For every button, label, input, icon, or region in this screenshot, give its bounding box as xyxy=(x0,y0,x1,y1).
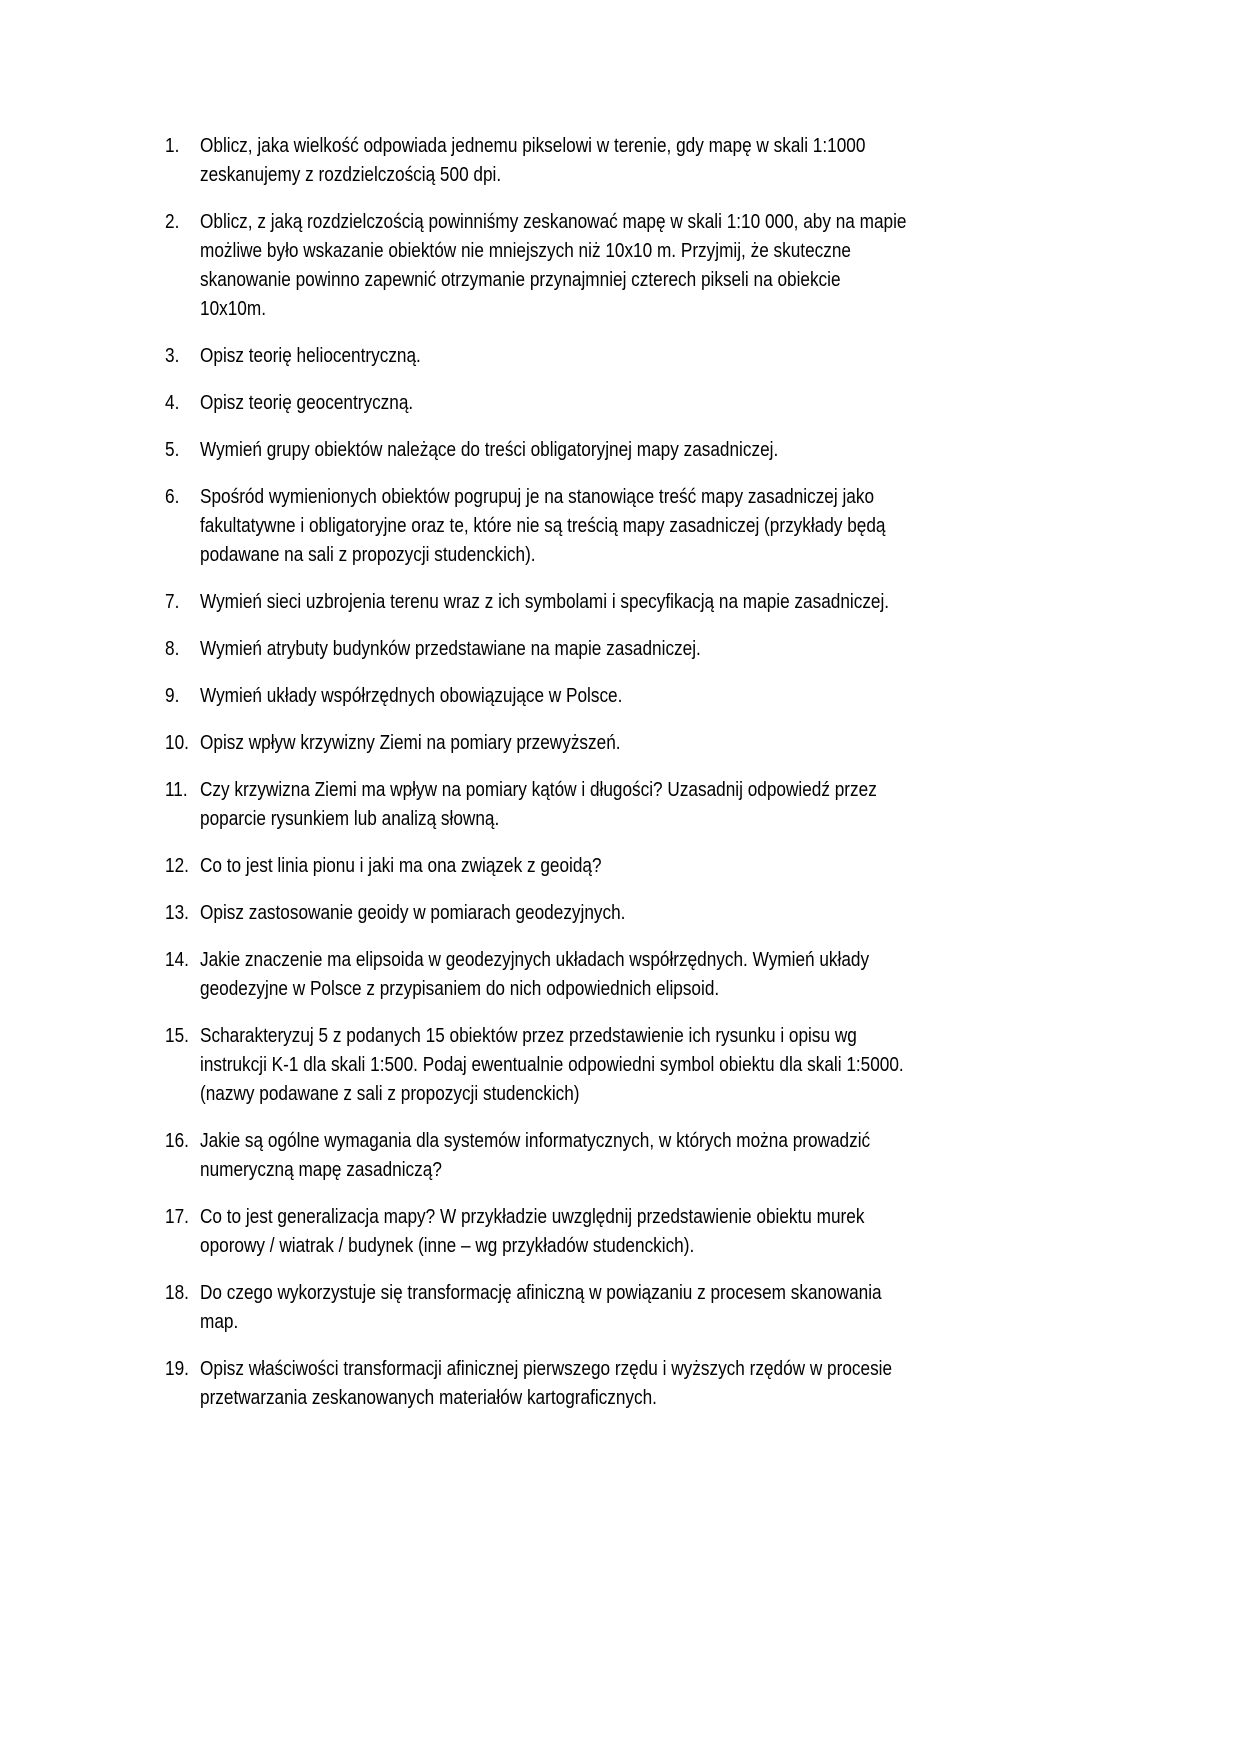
item-text xyxy=(200,946,1065,1004)
item-text xyxy=(200,1279,1065,1337)
item-number: 9. xyxy=(165,685,180,707)
item-text-line: Jakie są ogólne wymagania dla systemów informatycznych, w których można prowadzić xyxy=(200,1130,871,1152)
item-text-line: Czy krzywizna Ziemi ma wpływ na pomiary kątów i długości? Uzasadnij odpowiedź przez xyxy=(200,779,877,801)
item-text-line: fakultatywne i obligatoryjne oraz te, które nie są treścią mapy zasadniczej (przykłady będą xyxy=(200,515,886,537)
item-number: 15. xyxy=(165,1025,189,1047)
item-text-line: Wymień grupy obiektów należące do treści obligatoryjnej mapy zasadniczej. xyxy=(200,439,779,461)
item-text-line: Opisz teorię heliocentryczną. xyxy=(200,345,421,367)
item-text-line: (nazwy podawane z sali z propozycji studenckich) xyxy=(200,1083,580,1105)
item-text-line: numeryczną mapę zasadniczą? xyxy=(200,1159,442,1181)
item-text-line: Opisz teorię geocentryczną. xyxy=(200,392,414,414)
item-text-line: map. xyxy=(200,1311,239,1333)
item-number: 17. xyxy=(165,1206,189,1228)
item-text xyxy=(200,389,1065,418)
item-text xyxy=(200,1203,1065,1261)
item-text xyxy=(200,208,1065,324)
list-item xyxy=(165,682,1065,711)
item-number: 14. xyxy=(165,949,189,971)
item-text-line: Opisz właściwości transformacji afinicznej pierwszego rzędu i wyższych rzędów w procesie xyxy=(200,1358,893,1380)
item-text-line: Wymień sieci uzbrojenia terenu wraz z ich symbolami i specyfikacją na mapie zasadniczej. xyxy=(200,591,890,613)
item-number: 5. xyxy=(165,439,180,461)
item-text-line: podawane na sali z propozycji studenckich). xyxy=(200,544,536,566)
item-number: 12. xyxy=(165,855,189,877)
item-text-line: Jakie znaczenie ma elipsoida w geodezyjnych układach współrzędnych. Wymień układy xyxy=(200,949,870,971)
item-text xyxy=(200,899,1065,928)
item-number: 10. xyxy=(165,732,189,754)
list-item xyxy=(165,436,1065,465)
item-number: 8. xyxy=(165,638,180,660)
item-text xyxy=(200,483,1065,570)
item-number: 6. xyxy=(165,486,180,508)
item-text-line: Oblicz, jaka wielkość odpowiada jednemu pikselowi w terenie, gdy mapę w skali 1:1000 xyxy=(200,135,866,157)
item-number: 11. xyxy=(165,779,188,801)
item-number: 18. xyxy=(165,1282,189,1304)
list-item xyxy=(165,635,1065,664)
item-text-line: Spośród wymienionych obiektów pogrupuj je na stanowiące treść mapy zasadniczej jako xyxy=(200,486,875,508)
item-number: 16. xyxy=(165,1130,189,1152)
item-number: 4. xyxy=(165,392,180,414)
item-text-line: Wymień atrybuty budynków przedstawiane na mapie zasadniczej. xyxy=(200,638,701,660)
list-item xyxy=(165,483,1065,570)
list-item xyxy=(165,389,1065,418)
item-number: 1. xyxy=(165,135,180,157)
item-number: 13. xyxy=(165,902,189,924)
item-text xyxy=(200,588,1065,617)
list-item xyxy=(165,946,1065,1004)
list-item xyxy=(165,132,1065,190)
item-text xyxy=(200,729,1065,758)
item-text-line: możliwe było wskazanie obiektów nie mniejszych niż 10x10 m. Przyjmij, że skuteczne xyxy=(200,240,851,262)
item-text xyxy=(200,1022,1065,1109)
item-number: 7. xyxy=(165,591,180,613)
item-text xyxy=(200,342,1065,371)
list-item xyxy=(165,208,1065,324)
item-text-line: Wymień układy współrzędnych obowiązujące w Polsce. xyxy=(200,685,623,707)
list-item xyxy=(165,852,1065,881)
question-list xyxy=(165,132,1065,1431)
list-item xyxy=(165,1022,1065,1109)
list-item xyxy=(165,1127,1065,1185)
item-text xyxy=(200,132,1065,190)
list-item xyxy=(165,342,1065,371)
item-text-line: Co to jest generalizacja mapy? W przykładzie uwzględnij przedstawienie obiektu murek xyxy=(200,1206,865,1228)
list-item xyxy=(165,588,1065,617)
item-text xyxy=(200,1355,1065,1413)
item-text-line: geodezyjne w Polsce z przypisaniem do nich odpowiednich elipsoid. xyxy=(200,978,720,1000)
list-item xyxy=(165,729,1065,758)
item-text-line: Opisz zastosowanie geoidy w pomiarach geodezyjnych. xyxy=(200,902,626,924)
item-text-line: Scharakteryzuj 5 z podanych 15 obiektów przez przedstawienie ich rysunku i opisu wg xyxy=(200,1025,857,1047)
list-item xyxy=(165,1279,1065,1337)
list-item xyxy=(165,1203,1065,1261)
item-text xyxy=(200,776,1065,834)
item-text-line: Oblicz, z jaką rozdzielczością powinniśmy zeskanować mapę w skali 1:10 000, aby na mapie xyxy=(200,211,907,233)
item-number: 19. xyxy=(165,1358,189,1380)
item-text xyxy=(200,1127,1065,1185)
item-number: 3. xyxy=(165,345,180,367)
item-text-line: Co to jest linia pionu i jaki ma ona związek z geoidą? xyxy=(200,855,602,877)
item-text-line: zeskanujemy z rozdzielczością 500 dpi. xyxy=(200,164,502,186)
item-text-line: instrukcji K-1 dla skali 1:500. Podaj ewentualnie odpowiedni symbol obiektu dla skali 1:5000. xyxy=(200,1054,904,1076)
list-item xyxy=(165,899,1065,928)
item-text xyxy=(200,852,1065,881)
item-text-line: oporowy / wiatrak / budynek (inne – wg przykładów studenckich). xyxy=(200,1235,695,1257)
item-text-line: Opisz wpływ krzywizny Ziemi na pomiary przewyższeń. xyxy=(200,732,621,754)
item-text-line: poparcie rysunkiem lub analizą słowną. xyxy=(200,808,500,830)
item-text xyxy=(200,682,1065,711)
list-item xyxy=(165,1355,1065,1413)
item-text xyxy=(200,436,1065,465)
item-text-line: 10x10m. xyxy=(200,298,266,320)
item-text-line: przetwarzania zeskanowanych materiałów kartograficznych. xyxy=(200,1387,657,1409)
item-text xyxy=(200,635,1065,664)
item-number: 2. xyxy=(165,211,180,233)
item-text-line: Do czego wykorzystuje się transformację afiniczną w powiązaniu z procesem skanowania xyxy=(200,1282,882,1304)
item-text-line: skanowanie powinno zapewnić otrzymanie przynajmniej czterech pikseli na obiekcie xyxy=(200,269,841,291)
list-item xyxy=(165,776,1065,834)
